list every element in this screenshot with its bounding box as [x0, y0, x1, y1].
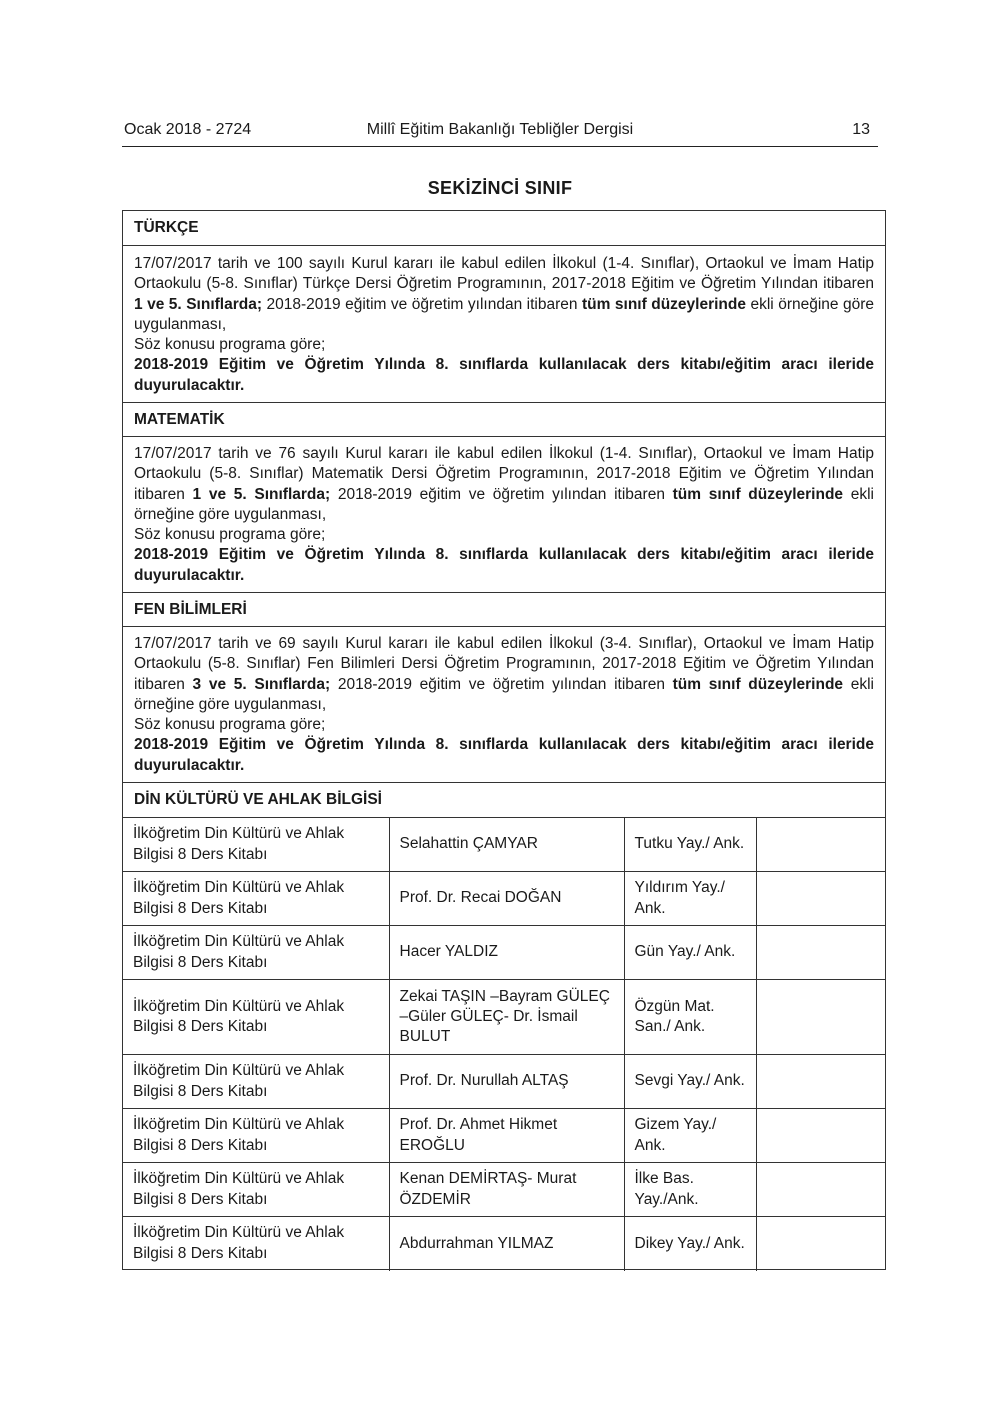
- book-title-cell: İlköğretim Din Kültürü ve Ahlak Bilgisi 8 Ders Kitabı: [123, 926, 389, 980]
- paragraph-bold: [134, 545, 874, 586]
- empty-cell: [756, 1055, 885, 1109]
- publisher-cell: Özgün Mat. San./ Ank.: [624, 980, 756, 1055]
- empty-cell: [756, 1163, 885, 1217]
- issue-date: Ocak 2018 - 2724: [124, 121, 252, 138]
- paragraph: [134, 444, 874, 525]
- empty-cell: [756, 818, 885, 872]
- author-cell: Prof. Dr. Recai DOĞAN: [389, 872, 624, 926]
- book-title-cell: İlköğretim Din Kültürü ve Ahlak Bilgisi 8 Ders Kitabı: [123, 980, 389, 1055]
- section-body-turkce: [134, 254, 874, 396]
- table-row: [123, 872, 885, 926]
- section-heading-fen: FEN BİLİMLERİ: [134, 601, 247, 618]
- book-title-cell: İlköğretim Din Kültürü ve Ahlak Bilgisi 8 Ders Kitabı: [123, 1109, 389, 1163]
- bold-text: 2018-2019 Eğitim ve Öğretim Yılında 8. sınıflarda kullanılacak ders kitabı/eğitim aracı ileride duyurulacaktır.: [134, 356, 874, 394]
- bold-text: 1 ve 5. Sınıflarda;: [134, 295, 263, 313]
- author-cell: Hacer YALDIZ: [389, 926, 624, 980]
- bold-text: tüm sınıf düzeylerinde: [672, 675, 844, 693]
- author-cell: Prof. Dr. Nurullah ALTAŞ: [389, 1055, 624, 1109]
- book-table: [123, 817, 885, 1271]
- text: 17/07/2017 tarih ve 69 sayılı Kurul kararı ile kabul edilen İlkokul (3-4. Sınıflar), Ortaokul ve İmam Hatip Ortaokulu (5-8. Sınıflar) Fen Bilimleri Dersi Öğretim Programının, 2017-2018 Eğitim ve Öğretim Yılından itibaren: [134, 635, 874, 693]
- paragraph: [134, 254, 874, 335]
- publisher-cell: Dikey Yay./ Ank.: [624, 1217, 756, 1271]
- bold-text: tüm sınıf düzeylerinde: [672, 485, 844, 503]
- section-heading-matematik: MATEMATİK: [134, 411, 225, 428]
- journal-title: Millî Eğitim Bakanlığı Tebliğler Dergisi: [366, 121, 634, 138]
- divider: [123, 436, 885, 437]
- bold-text: 2018-2019 Eğitim ve Öğretim Yılında 8. sınıflarda kullanılacak ders kitabı/eğitim aracı ileride duyurulacaktır.: [134, 546, 874, 584]
- book-title-cell: İlköğretim Din Kültürü ve Ahlak Bilgisi 8 Ders Kitabı: [123, 872, 389, 926]
- text: 2018-2019 eğitim ve öğretim yılından itibaren: [330, 485, 673, 503]
- author-cell: Prof. Dr. Ahmet Hikmet EROĞLU: [389, 1109, 624, 1163]
- paragraph: Söz konusu programa göre;: [134, 716, 326, 734]
- paragraph: Söz konusu programa göre;: [134, 526, 326, 544]
- table-row: [123, 1163, 885, 1217]
- divider: [123, 245, 885, 246]
- publisher-cell: İlke Bas. Yay./Ank.: [624, 1163, 756, 1217]
- table-row: [123, 926, 885, 980]
- section-body-matematik: [134, 444, 874, 586]
- paragraph: Söz konusu programa göre;: [134, 336, 326, 354]
- text: 17/07/2017 tarih ve 76 sayılı Kurul kararı ile kabul edilen İlkokul (1-4. Sınıflar), Ortaokul ve İmam Hatip Ortaokulu (5-8. Sınıflar) Matematik Dersi Öğretim Programının, 2017-2018 Eğitim ve Öğretim Yılından itibaren: [134, 445, 874, 503]
- empty-cell: [756, 872, 885, 926]
- table-row: [123, 1055, 885, 1109]
- page-header: [122, 118, 878, 147]
- section-heading-din: DİN KÜLTÜRÜ VE AHLAK BİLGİSİ: [134, 791, 382, 808]
- bold-text: tüm sınıf düzeylerinde: [582, 295, 746, 313]
- empty-cell: [756, 980, 885, 1055]
- text: 2018-2019 eğitim ve öğretim yılından itibaren: [330, 675, 673, 693]
- paragraph: [134, 634, 874, 715]
- section-body-fen: [134, 634, 874, 776]
- text: 2018-2019 eğitim ve öğretim yılından itibaren: [262, 295, 582, 313]
- book-title-cell: İlköğretim Din Kültürü ve Ahlak Bilgisi 8 Ders Kitabı: [123, 818, 389, 872]
- author-cell: Abdurrahman YILMAZ: [389, 1217, 624, 1271]
- table-row: [123, 980, 885, 1055]
- section-heading-turkce: TÜRKÇE: [134, 219, 199, 236]
- book-title-cell: İlköğretim Din Kültürü ve Ahlak Bilgisi 8 Ders Kitabı: [123, 1163, 389, 1217]
- page-title: SEKİZİNCİ SINIF: [427, 178, 573, 198]
- author-cell: Kenan DEMİRTAŞ- Murat ÖZDEMİR: [389, 1163, 624, 1217]
- publisher-cell: Yıldırım Yay./ Ank.: [624, 872, 756, 926]
- paragraph-bold: [134, 355, 874, 396]
- book-title-cell: İlköğretim Din Kültürü ve Ahlak Bilgisi 8 Ders Kitabı: [123, 1217, 389, 1271]
- empty-cell: [756, 1109, 885, 1163]
- bold-text: 1 ve 5. Sınıflarda;: [192, 485, 331, 503]
- text: ekli örneğine göre uygulanması,: [134, 295, 875, 333]
- publisher-cell: Tutku Yay./ Ank.: [624, 818, 756, 872]
- page-number: 13: [852, 121, 870, 138]
- book-title-cell: İlköğretim Din Kültürü ve Ahlak Bilgisi 8 Ders Kitabı: [123, 1055, 389, 1109]
- divider: [123, 626, 885, 627]
- text: ekli örneğine göre uygulanması,: [134, 485, 874, 523]
- table-row: [123, 818, 885, 872]
- empty-cell: [756, 1217, 885, 1271]
- bold-text: 3 ve 5. Sınıflarda;: [192, 675, 331, 693]
- content-frame: [122, 210, 886, 1270]
- author-cell: Zekai TAŞIN –Bayram GÜLEÇ –Güler GÜLEÇ- Dr. İsmail BULUT: [389, 980, 624, 1055]
- table-row: [123, 1217, 885, 1271]
- text: 17/07/2017 tarih ve 100 sayılı Kurul kararı ile kabul edilen İlkokul (1-4. Sınıflar), Ortaokul ve İmam Hatip Ortaokulu (5-8. Sınıflar) Türkçe Dersi Öğretim Programının, 2017-2018 Eğitim ve Öğretim Yılından itibaren: [134, 255, 874, 293]
- bold-text: 2018-2019 Eğitim ve Öğretim Yılında 8. sınıflarda kullanılacak ders kitabı/eğitim aracı ileride duyurulacaktır.: [134, 736, 874, 774]
- table-row: [123, 1109, 885, 1163]
- publisher-cell: Gizem Yay./ Ank.: [624, 1109, 756, 1163]
- empty-cell: [756, 926, 885, 980]
- publisher-cell: Sevgi Yay./ Ank.: [624, 1055, 756, 1109]
- author-cell: Selahattin ÇAMYAR: [389, 818, 624, 872]
- paragraph-bold: [134, 735, 874, 776]
- text: ekli örneğine göre uygulanması,: [134, 675, 874, 713]
- publisher-cell: Gün Yay./ Ank.: [624, 926, 756, 980]
